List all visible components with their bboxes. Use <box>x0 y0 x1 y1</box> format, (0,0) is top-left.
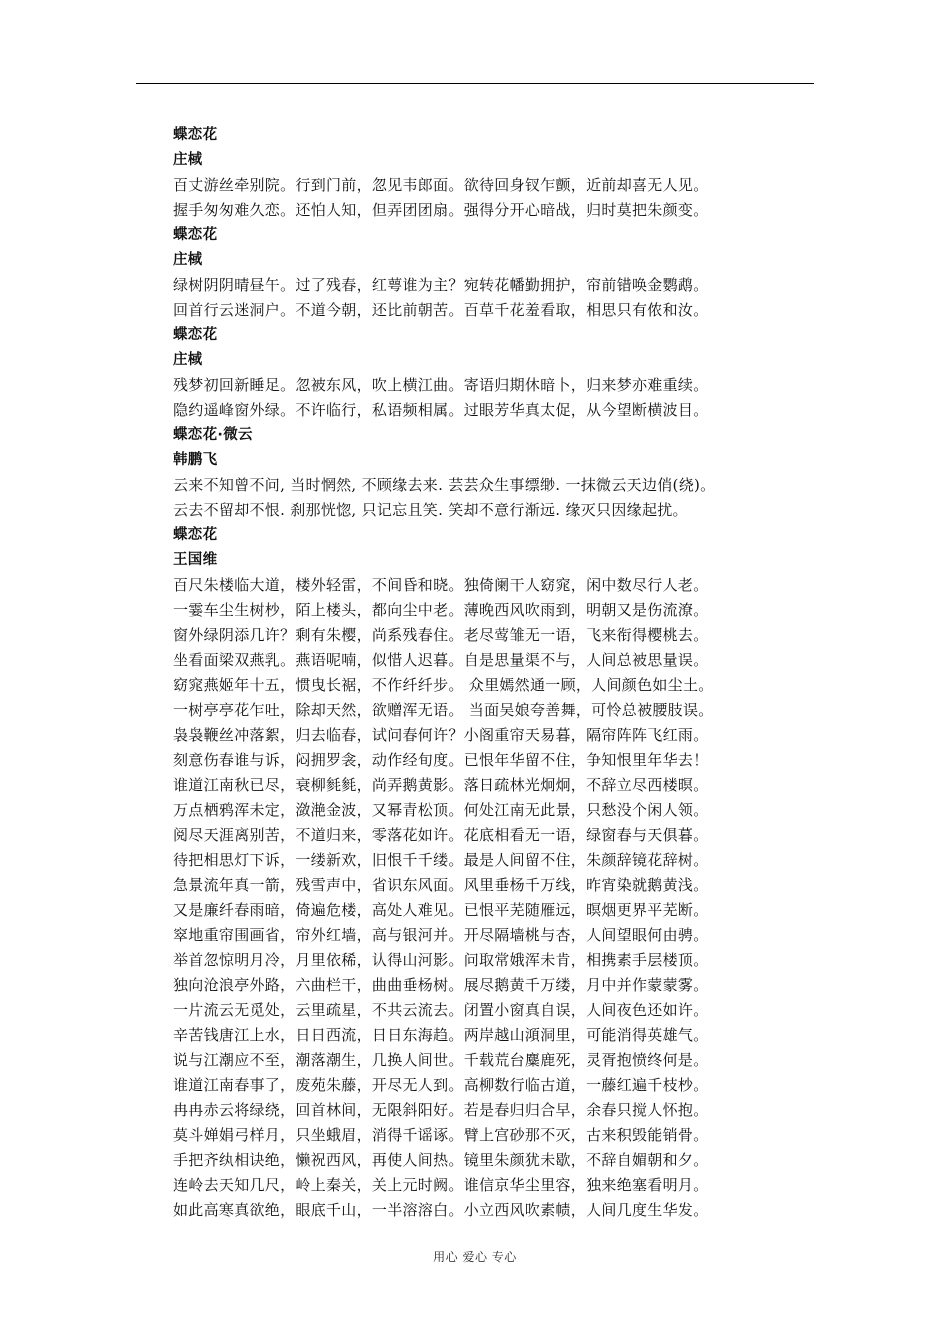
poem-heading: 蝶恋花 <box>173 127 218 143</box>
poem-line: 窈窕燕姬年十五，惯曳长裾，不作纤纤步。 众里嫣然通一顾，人间颜色如尘土。 <box>173 676 714 694</box>
poem-line: 隐约遥峰窗外绿。不许临行，私语频相属。过眼芳华真太促，从今望断横波目。 <box>173 401 709 419</box>
poem-line: 谁道江南春事了，废苑朱藤，开尽无人到。高柳数行临古道，一藤红遍千枝杪。 <box>173 1076 709 1094</box>
poem-heading: 蝶恋花 <box>173 527 218 543</box>
poem-line: 连岭去天知几尺，岭上秦关，关上元时阙。谁信京华尘里容，独来绝塞看明月。 <box>173 1176 709 1194</box>
poem-line: 一霎车尘生树杪，陌上楼头，都向尘中老。薄晚西风吹雨到，明朝又是伤流潦。 <box>173 601 709 619</box>
poem-line: 又是廉纤春雨暗，倚遍危楼，高处人难见。已恨平芜随雁远，暝烟更界平芜断。 <box>173 901 709 919</box>
poem-heading: 蝶恋花 <box>173 327 218 343</box>
poem-line: 回首行云迷洞户。不道今朝，还比前朝苦。百草千花羞看取，相思只有侬和汝。 <box>173 301 709 319</box>
poem-line: 坐看面梁双燕乳。燕语呢喃，似惜人迟暮。自是思量渠不与，人间总被思量误。 <box>173 651 709 669</box>
page-footer: 用心 爱心 专心 <box>433 1250 517 1264</box>
poem-line: 百尺朱楼临大道，楼外轻雷，不间昏和晓。独倚阑干人窈窕，闲中数尽行人老。 <box>173 576 709 594</box>
poem-line: 冉冉赤云将绿绕，回首林间，无限斜阳好。若是春归归合早，余春只搅人怀抱。 <box>173 1101 709 1119</box>
poem-heading: 韩鹏飞 <box>173 452 218 468</box>
poem-line: 云来不知曾不问, 当时惘然, 不顾缘去来. 芸芸众生事缥缈. 一抹微云天边俏(绕)。 <box>173 476 716 494</box>
poem-heading: 蝶恋花·微云 <box>173 427 253 443</box>
poem-line: 百丈游丝牵别院。行到门前，忽见韦郎面。欲待回身钗乍颤，近前却喜无人见。 <box>173 176 709 194</box>
poem-line: 阅尽天涯离别苦，不道归来，零落花如许。花底相看无一语，绿窗春与天俱暮。 <box>173 826 709 844</box>
poem-line: 如此高寒真欲绝，眼底千山，一半溶溶白。小立西风吹素帻，人间几度生华发。 <box>173 1201 709 1219</box>
poem-line: 手把齐纨相诀绝，懒祝西风，再使人间热。镜里朱颜犹未歇，不辞自媚朝和夕。 <box>173 1151 709 1169</box>
poem-heading: 王国维 <box>173 552 218 568</box>
header-rule <box>136 83 814 84</box>
poem-line: 窗外绿阴添几许？剩有朱樱，尚系残春住。老尽莺雏无一语，飞来衔得樱桃去。 <box>173 626 709 644</box>
poem-line: 窣地重帘围画省，帘外红墙，高与银河并。开尽隔墙桃与杏，人间望眼何由骋。 <box>173 926 709 944</box>
poem-line: 绿树阴阴晴昼午。过了残春，红萼谁为主？宛转花幡勤拥护，帘前错唤金鹦鹉。 <box>173 276 709 294</box>
poem-heading: 庄棫 <box>173 152 203 168</box>
poem-heading: 庄棫 <box>173 352 203 368</box>
poem-line: 辛苦钱唐江上水，日日西流，日日东海趋。两岸越山澒洞里，可能消得英雄气。 <box>173 1026 709 1044</box>
poem-line: 袅袅鞭丝冲落絮，归去临春，试问春何许？小阁重帘天易暮，隔帘阵阵飞红雨。 <box>173 726 709 744</box>
poem-line: 谁道江南秋已尽，衰柳毵毵，尚弄鹅黄影。落日疏林光炯炯，不辞立尽西楼暝。 <box>173 776 709 794</box>
document-body <box>173 123 793 1223</box>
poem-heading: 庄棫 <box>173 252 203 268</box>
poem-line: 举首忽惊明月冷，月里依稀，认得山河影。问取常娥浑未肯，相携素手层楼顶。 <box>173 951 709 969</box>
poem-line: 独向沧浪亭外路，六曲栏干，曲曲垂杨树。展尽鹅黄千万缕，月中并作蒙蒙雾。 <box>173 976 709 994</box>
poem-line: 刻意伤春谁与诉，闷拥罗衾，动作经旬度。已恨年华留不住，争知恨里年华去！ <box>173 751 709 769</box>
poem-heading: 蝶恋花 <box>173 227 218 243</box>
poem-line: 说与江潮应不至，潮落潮生，几换人间世。千载荒台麋鹿死，灵胥抱愤终何是。 <box>173 1051 709 1069</box>
poem-line: 握手匆匆难久恋。还怕人知，但弄团团扇。强得分开心暗战，归时莫把朱颜变。 <box>173 201 709 219</box>
poem-line: 万点栖鸦浑未定，潋滟金波，又幂青松顶。何处江南无此景，只愁没个闲人领。 <box>173 801 709 819</box>
poem-line: 一片流云无觅处，云里疏星，不共云流去。闭置小窗真自误，人间夜色还如许。 <box>173 1001 709 1019</box>
poem-line: 莫斗婵娟弓样月，只坐蛾眉，消得千谣诼。臂上宫砂那不灭，古来积毁能销骨。 <box>173 1126 709 1144</box>
poem-line: 待把相思灯下诉，一缕新欢，旧恨千千缕。最是人间留不住，朱颜辞镜花辞树。 <box>173 851 709 869</box>
poem-line: 云去不留却不恨. 刹那恍惚, 只记忘且笑. 笑却不意行渐远. 缘灭只因缘起扰。 <box>173 501 688 519</box>
poem-line: 残梦初回新睡足。忽被东风，吹上横江曲。寄语归期休暗卜，归来梦亦难重续。 <box>173 376 709 394</box>
poem-line: 急景流年真一箭，残雪声中，省识东风面。风里垂杨千万线，昨宵染就鹅黄浅。 <box>173 876 709 894</box>
poem-line: 一树亭亭花乍吐，除却天然，欲赠浑无语。 当面吴娘夸善舞，可怜总被腰肢误。 <box>173 701 714 719</box>
